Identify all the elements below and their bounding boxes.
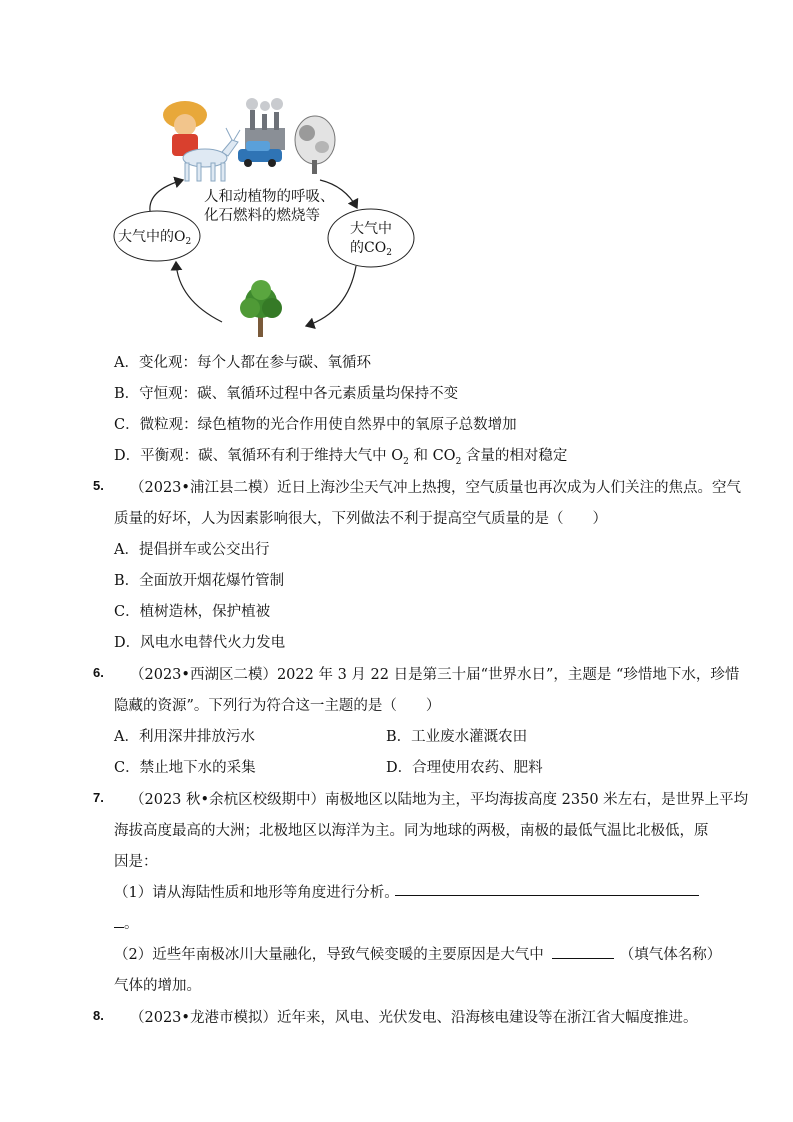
right-node-co2 [328,209,414,267]
q5-option-b: B．全面放开烟花爆竹管制 [114,573,285,589]
q4-option-a: A．变化观：每个人都在参与碳、氧循环 [114,355,371,371]
left-node-sub: 2 [185,237,192,247]
center-text-line2: 化石燃料的燃烧等 [204,208,320,224]
q4-option-d-sub1: 2 [403,456,409,467]
q5-option-c: C．植树造林，保护植被 [114,604,271,620]
q6-option-d: D．合理使用农药、肥料 [386,760,543,776]
q7-sub2-line2: 气体的增加。 [114,978,201,994]
q5-number: 5. [93,478,104,493]
q6-option-a: A．利用深井排放污水 [114,729,255,745]
q7-stem-line2: 海拔高度最高的大洲；北极地区以海洋为主。同为地球的两极，南极的最低气温比北极低，原 [114,823,709,839]
svg-text:的CO2 [350,240,392,258]
people-animals-factory-illustration [163,98,335,181]
q7-stem-line1: （2023 秋•余杭区校级期中）南极地区以陆地为主，平均海拔高度 2350 米左右，是世界上平均 [130,792,749,808]
q5-option-d: D．风电水电替代火力发电 [114,635,286,651]
right-node-sub: 2 [386,248,392,258]
tree-illustration [240,280,282,337]
q6-number: 6. [93,665,104,680]
q7-sub1 [114,881,399,902]
q7-sub2 [114,943,721,964]
arrow-o2-to-top [150,180,183,211]
q4-option-d [114,444,567,467]
q7-sub1-end-text: 。 [124,916,139,932]
q7-sub1-answer-blank-cont[interactable] [114,913,124,928]
q4-option-b: B．守恒观：碳、氧循环过程中各元素质量均保持不变 [114,386,459,402]
center-text-line1: 人和动植物的呼吸、 [204,189,335,205]
q7-sub2-answer-blank[interactable] [552,944,614,959]
carbon-oxygen-cycle-diagram [0,0,793,345]
q4-option-d-pre: D．平衡观：碳、氧循环有利于维持大气中 O [114,448,404,464]
q7-sub2-pre: （2）近些年南极冰川大量融化，导致气候变暖的主要原因是大气中 [114,947,544,963]
q7-sub1-end [114,912,139,933]
q6-stem-line2: 隐藏的资源”。下列行为符合这一主题的是（ ） [114,698,441,714]
q5-stem-line1: （2023•浦江县二模）近日上海沙尘天气冲上热搜，空气质量也再次成为人们关注的焦点。空气 [130,480,741,496]
q5-option-a: A．提倡拼车或公交出行 [114,542,270,558]
q7-sub1-answer-blank[interactable] [395,881,699,896]
q5-stem-line2: 质量的好坏，人为因素影响很大，下列做法不利于提高空气质量的是（ ） [114,511,607,527]
q6-stem-line1: （2023•西湖区二模）2022 年 3 月 22 日是第三十届“世界水日”，主题是 “珍惜地下水，珍惜 [130,667,740,683]
left-node-label: 大气中的O [118,229,186,245]
q4-option-d-post: 含量的相对稳定 [461,448,568,464]
q4-option-d-sub2: 2 [455,456,462,467]
q4-option-d-mid: 和 CO [408,448,456,464]
q6-option-b: B．工业废水灌溉农田 [386,729,528,745]
q7-number: 7. [93,790,104,805]
right-node-line1: 大气中 [350,221,392,237]
q6-option-c: C．禁止地下水的采集 [114,760,256,776]
q8-number: 8. [93,1008,104,1023]
q8-stem-line1: （2023•龙港市模拟）近年来，风电、光伏发电、沿海核电建设等在浙江省大幅度推进。 [130,1010,698,1026]
svg-text:大气中的O2 [118,228,191,247]
q7-sub2-post: （填气体名称） [619,947,722,963]
q4-option-c: C．微粒观：绿色植物的光合作用使自然界中的氧原子总数增加 [114,417,517,433]
q7-sub1-text: （1）请从海陆性质和地形等角度进行分析。 [114,885,399,901]
arrow-co2-to-tree [306,266,356,326]
q7-stem-line3: 因是： [114,854,158,870]
right-node-line2: 的CO [350,240,387,256]
arrow-tree-to-o2 [176,262,222,322]
